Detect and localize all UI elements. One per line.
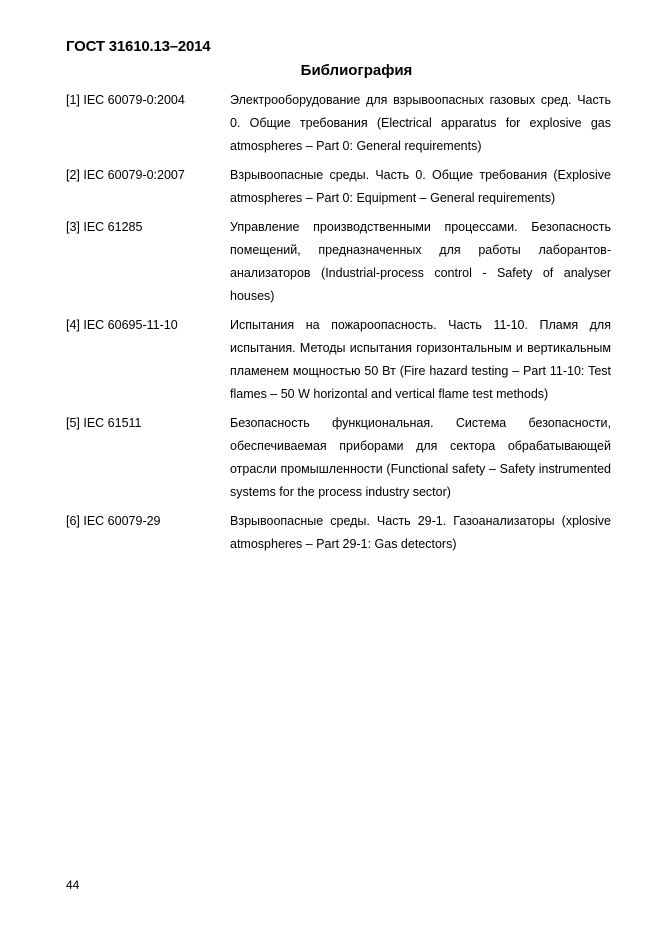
bibliography-ref: [5] IEC 61511 bbox=[66, 416, 142, 430]
bibliography-text: Электрооборудование для взрывоопасных газовых сред. Часть 0. Общие требования (Electrical apparatus for explosive gas atmospheres – Part 0: General requirements) bbox=[230, 93, 611, 153]
bibliography-ref: [4] IEC 60695-11-10 bbox=[66, 318, 178, 332]
bibliography-ref: [3] IEC 61285 bbox=[66, 220, 143, 234]
page-number: 44 bbox=[66, 878, 80, 892]
bibliography-entry-3 bbox=[66, 216, 611, 308]
bibliography-entry-6 bbox=[66, 510, 611, 556]
bibliography-ref: [1] IEC 60079-0:2004 bbox=[66, 93, 185, 107]
bibliography-entry-5 bbox=[66, 412, 611, 504]
bibliography-text: Взрывоопасные среды. Часть 29-1. Газоанализаторы (xplosive atmospheres – Part 29-1: Gas detectors) bbox=[230, 514, 611, 551]
document-header: ГОСТ 31610.13–2014 bbox=[66, 38, 211, 55]
bibliography-ref: [6] IEC 60079-29 bbox=[66, 514, 161, 528]
bibliography-text: Испытания на пожароопасность. Часть 11-10. Пламя для испытания. Методы испытания горизонтальным и вертикальным пламенем мощностью 50 Вт (Fire hazard testing – Part 11-10: Test flames – 50 W horizontal and vertical flame test methods) bbox=[230, 318, 611, 401]
bibliography-list bbox=[66, 89, 611, 562]
bibliography-entry-2 bbox=[66, 164, 611, 210]
bibliography-ref: [2] IEC 60079-0:2007 bbox=[66, 168, 185, 182]
bibliography-text: Управление производственными процессами. Безопасность помещений, предназначенных для работы лаборантов-анализаторов (Industrial-process control - Safety of analyser houses) bbox=[230, 220, 611, 303]
section-title: Библиография bbox=[300, 62, 413, 79]
bibliography-entry-1 bbox=[66, 89, 611, 158]
bibliography-entry-4 bbox=[66, 314, 611, 406]
bibliography-text: Безопасность функциональная. Система безопасности, обеспечиваемая приборами для сектора обрабатывающей отрасли промышленности (Functional safety – Safety instrumented systems for the process industry sector) bbox=[230, 416, 611, 499]
bibliography-text: Взрывоопасные среды. Часть 0. Общие требования (Explosive atmospheres – Part 0: Equipment – General requirements) bbox=[230, 168, 611, 205]
